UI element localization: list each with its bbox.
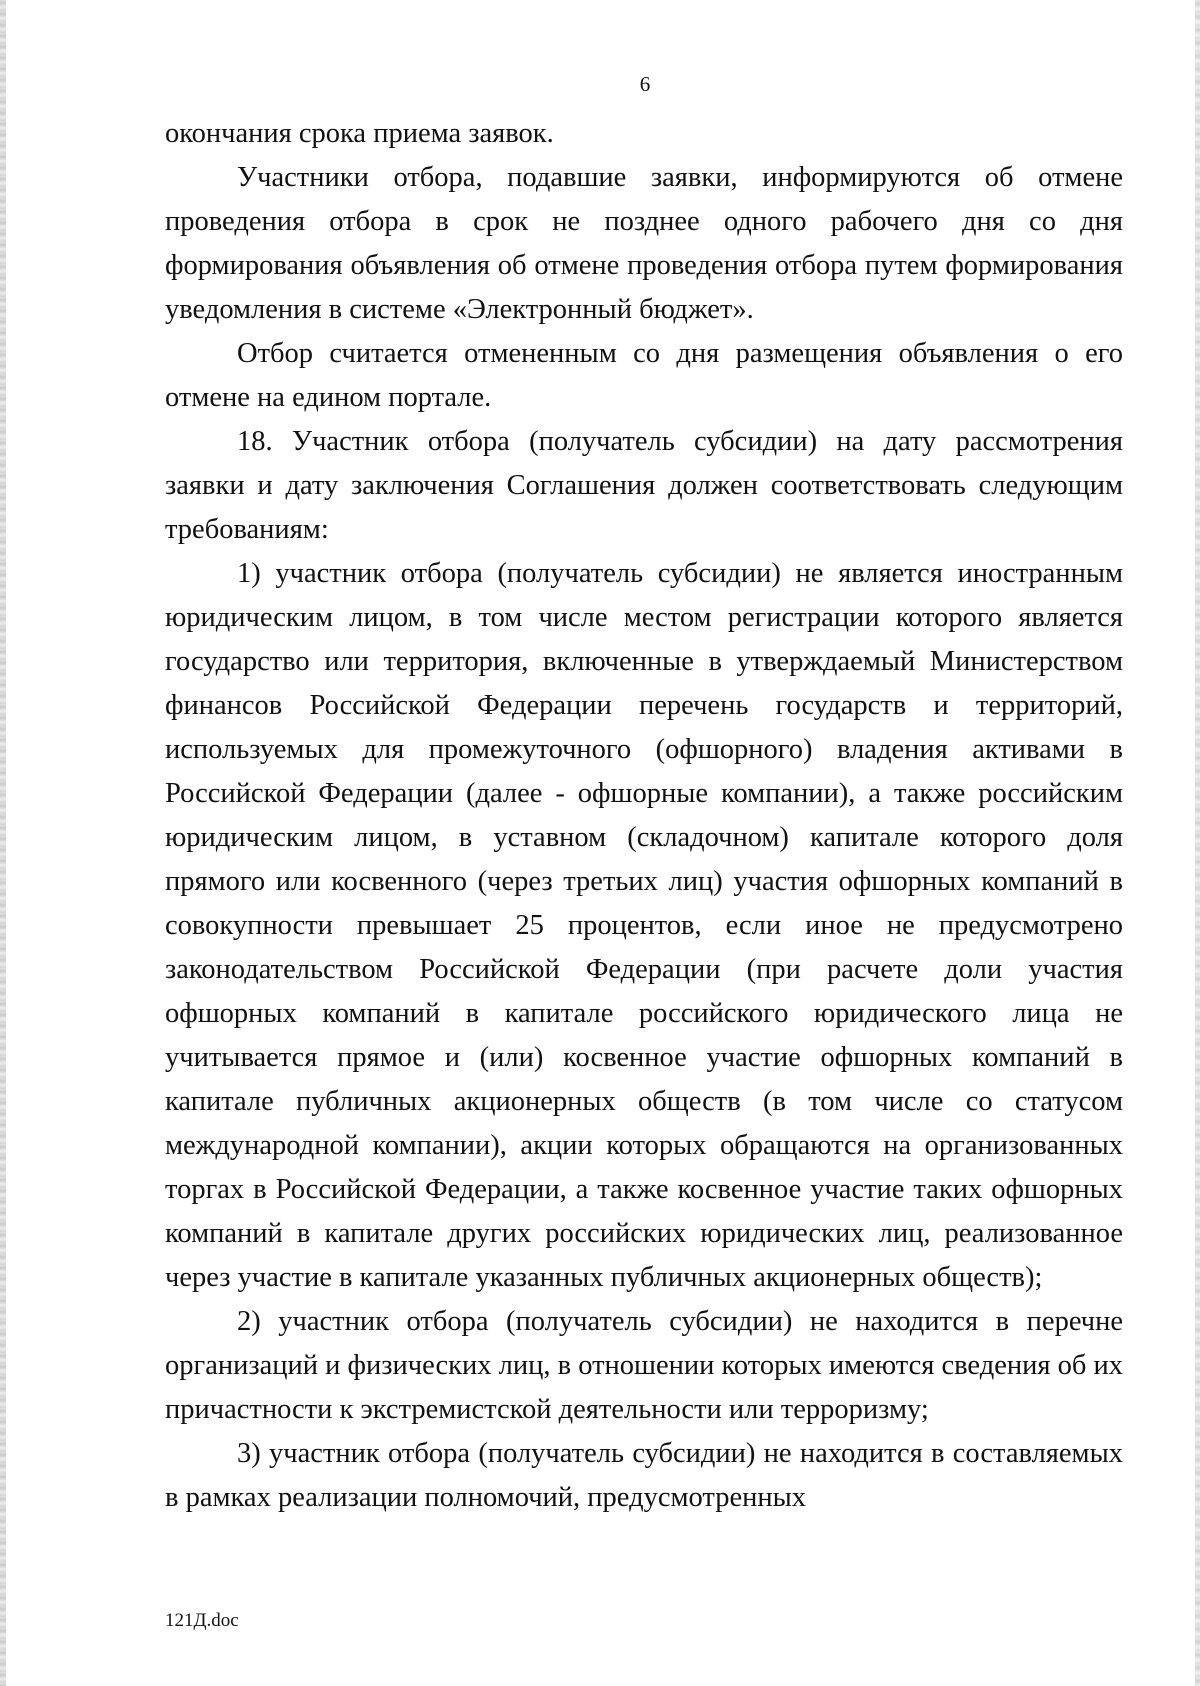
paragraph-continuation: окончания срока приема заявок. [165,118,554,149]
paragraph-requirement-1: 1) участник отбора (получатель субсидии) не является иностранным юридическим лицом, в том числе местом регистрации которого является государство или территория, включенные в утверждаемый Министерством финансов Российской Федерации перечень государств и территорий, используемых для промежуточного (офшорного) владения активами в Российской Федерации (далее - офшорные компании), а также российским юридическим лицом, в уставном (складочном) капитале которого доля прямого или косвенного (через третьих лиц) участия офшорных компаний в совокупности превышает 25 процентов, если иное не предусмотрено законодательством Российской Федерации (при расчете доли участия офшорных компаний в капитале российского юридического лица не учитывается прямое и (или) косвенное участие офшорных компаний в капитале публичных акционерных обществ (в том числе со статусом международной компании), акции которых обращаются на организованных торгах в Российской Федерации, а также косвенное участие таких офшорных компаний в капитале других российских юридических лиц, реализованное через участие в капитале указанных публичных акционерных обществ); [165,558,1123,1293]
paragraph-participants-notified: Участники отбора, подавшие заявки, информируются об отмене проведения отбора в срок не позднее одного рабочего дня со дня формирования объявления об отмене проведения отбора путем формирования уведомления в системе «Электронный бюджет». [165,162,1123,325]
document-body [165,112,1123,1520]
paragraph-requirement-3: 3) участник отбора (получатель субсидии) не находится в составляемых в рамках реализации полномочий, предусмотренных [165,1438,1123,1513]
paragraph-item-18: 18. Участник отбора (получатель субсидии) на дату рассмотрения заявки и дату заключения Соглашения должен соответствовать следующим требованиям: [165,426,1123,545]
file-name-footer: 121Д.doc [165,1610,239,1631]
scan-edge-left [0,0,6,1686]
page-number: 6 [639,72,651,96]
paragraph-requirement-2: 2) участник отбора (получатель субсидии) не находится в перечне организаций и физических лиц, в отношении которых имеются сведения об их причастности к экстремистской деятельности или терроризму; [165,1306,1123,1425]
scan-edge-right [1195,0,1200,1686]
paragraph-selection-cancelled: Отбор считается отмененным со дня размещения объявления о его отмене на едином портале. [165,338,1123,413]
